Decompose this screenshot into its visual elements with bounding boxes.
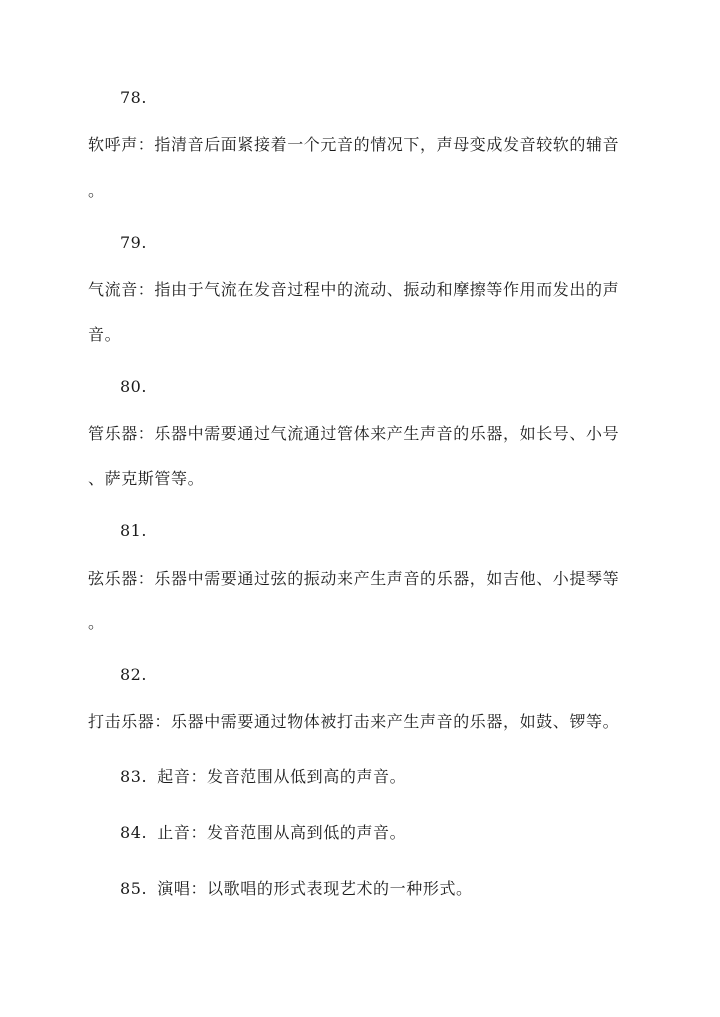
entry-number: 78.: [120, 88, 147, 107]
entry-text: 止音：发音范围从高到低的声音。: [157, 823, 407, 842]
inline-entry: [120, 820, 406, 843]
entry-number: 79.: [120, 233, 147, 252]
entry-text-line: 弦乐器：乐器中需要通过弦的振动来产生声音的乐器，如吉他、小提琴等: [88, 569, 620, 588]
entry-text-line: 。: [88, 181, 105, 200]
entry-text-line: 气流音：指由于气流在发音过程中的流动、振动和摩擦等作用而发出的声: [88, 280, 620, 299]
entry-text-line: 。: [88, 613, 105, 632]
entry-number: 83.: [120, 767, 148, 786]
entry-number: 84.: [120, 823, 148, 842]
entry-text-line: 管乐器：乐器中需要通过气流通过管体来产生声音的乐器，如长号、小号: [88, 424, 620, 443]
entry-number: 82.: [120, 665, 147, 684]
entry-text-line: 软呼声：指清音后面紧接着一个元音的情况下，声母变成发音较软的辅音: [88, 135, 620, 154]
inline-entry: [120, 876, 473, 899]
entry-text-line: 音。: [88, 325, 122, 344]
entry-text-line: 打击乐器：乐器中需要通过物体被打击来产生声音的乐器，如鼓、锣等。: [88, 712, 620, 731]
entry-text: 演唱：以歌唱的形式表现艺术的一种形式。: [157, 879, 473, 898]
entry-text-line: 、萨克斯管等。: [88, 469, 205, 488]
entry-number: 85.: [120, 879, 148, 898]
entry-number: 80.: [120, 377, 147, 396]
inline-entry: [120, 764, 406, 787]
entry-text: 起音：发音范围从低到高的声音。: [157, 767, 407, 786]
entry-number: 81.: [120, 521, 147, 540]
